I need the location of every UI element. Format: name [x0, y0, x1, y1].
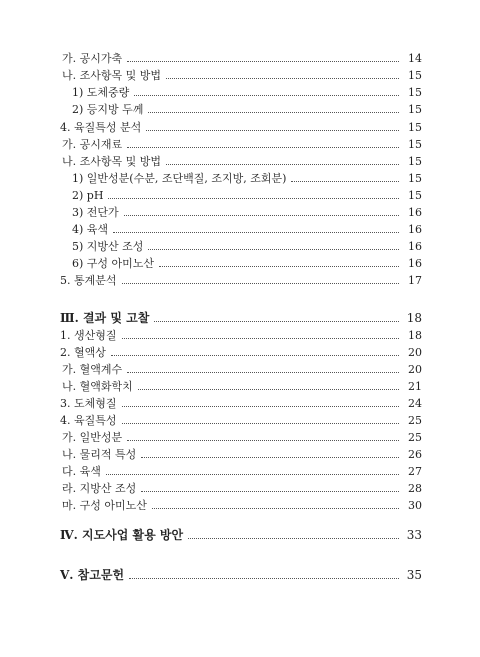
dot-leader — [141, 491, 399, 492]
toc-entry-label: 1) 도체중량 — [72, 86, 130, 99]
toc-entry-label: 라. 지방산 조성 — [62, 482, 137, 495]
dot-leader — [134, 95, 399, 96]
toc-entry-page: 16 — [408, 257, 422, 270]
toc-entry-page: 15 — [408, 86, 422, 99]
toc-entry-label: 가. 공시가축 — [62, 52, 123, 65]
toc-entry-page: 26 — [408, 448, 422, 461]
dot-leader — [113, 232, 399, 233]
toc-entry-page: 16 — [408, 240, 422, 253]
toc-entry-label: 마. 구성 아미노산 — [62, 499, 147, 512]
toc-entry-page: 20 — [408, 363, 422, 376]
toc-entry — [60, 255, 422, 272]
toc-entry-page: 15 — [408, 121, 422, 134]
toc-entry — [60, 170, 422, 187]
toc-entry-label: 5. 통계분석 — [60, 274, 117, 287]
toc-section-heading — [60, 527, 422, 544]
toc-entry-label: 나. 조사항목 및 방법 — [62, 69, 161, 82]
dot-leader — [127, 147, 399, 148]
toc-entry — [60, 429, 422, 446]
dot-leader — [129, 578, 399, 579]
dot-leader — [148, 249, 399, 250]
toc-entry — [60, 327, 422, 344]
toc-entry — [60, 119, 422, 136]
toc-entry-page: 15 — [408, 103, 422, 116]
dot-leader — [166, 164, 399, 165]
toc-entry — [60, 463, 422, 480]
toc-entry-label: 나. 물리적 특성 — [62, 448, 137, 461]
toc-entry-label: 4) 육색 — [72, 223, 109, 236]
toc-section-heading — [60, 567, 422, 584]
dot-leader — [188, 538, 399, 539]
toc-entry-page: 35 — [406, 568, 422, 582]
dot-leader — [154, 321, 399, 322]
toc-entry-page: 14 — [408, 52, 422, 65]
toc-entry-label: 1. 생산형질 — [60, 329, 117, 342]
toc-entry — [60, 272, 422, 289]
toc-entry-label: 2) 등지방 두께 — [72, 103, 144, 116]
toc-entry-label: 가. 공시재료 — [62, 138, 123, 151]
toc-entry — [60, 204, 422, 221]
toc-entry-label: 3) 전단가 — [72, 206, 119, 219]
dot-leader — [122, 423, 400, 424]
dot-leader — [124, 215, 399, 216]
toc-entry — [60, 221, 422, 238]
dot-leader — [106, 474, 399, 475]
toc-entry — [60, 136, 422, 153]
toc-entry-label: 2) pH — [72, 189, 104, 202]
toc-entry-page: 28 — [408, 482, 422, 495]
toc-entry-label: Ⅲ. 결과 및 고찰 — [60, 311, 150, 325]
toc-entry-page: 15 — [408, 189, 422, 202]
toc-entry-page: 27 — [408, 465, 422, 478]
toc-entry-page: 33 — [406, 528, 422, 542]
dot-leader — [159, 266, 399, 267]
dot-leader — [141, 457, 399, 458]
toc-entry-page: 15 — [408, 155, 422, 168]
toc-entry-page: 17 — [408, 274, 422, 287]
toc-entry-label: 3. 도체형질 — [60, 397, 117, 410]
toc-entry-page: 18 — [406, 311, 422, 325]
toc-entry-page: 25 — [408, 431, 422, 444]
toc-entry-label: 다. 육색 — [62, 465, 101, 478]
toc-entry-page: 24 — [408, 397, 422, 410]
toc-entry-page: 20 — [408, 346, 422, 359]
toc-entry-label: 4. 육질특성 분석 — [60, 121, 142, 134]
toc-entry — [60, 446, 422, 463]
toc-entry — [60, 344, 422, 361]
toc-entry-label: 1) 일반성분(수분, 조단백질, 조지방, 조회분) — [72, 172, 287, 185]
toc-entry-label: 나. 혈액화학치 — [62, 380, 133, 393]
dot-leader — [291, 181, 399, 182]
dot-leader — [122, 406, 400, 407]
toc-entry-page: 18 — [408, 329, 422, 342]
dot-leader — [127, 440, 399, 441]
dot-leader — [108, 198, 399, 199]
dot-leader — [127, 61, 399, 62]
toc-entry — [60, 395, 422, 412]
dot-leader — [122, 283, 400, 284]
dot-leader — [146, 130, 399, 131]
toc-entry-label: 6) 구성 아미노산 — [72, 257, 155, 270]
toc-entry-page: 16 — [408, 206, 422, 219]
dot-leader — [111, 355, 399, 356]
toc-entry — [60, 153, 422, 170]
toc-entry-page: 15 — [408, 69, 422, 82]
toc-entry — [60, 187, 422, 204]
toc-entry — [60, 50, 422, 67]
toc-section-heading — [60, 310, 422, 327]
toc-entry — [60, 497, 422, 514]
toc-entry-label: 5) 지방산 조성 — [72, 240, 144, 253]
toc-entry-label: Ⅳ. 지도사업 활용 방안 — [60, 528, 184, 542]
dot-leader — [148, 112, 399, 113]
toc-entry — [60, 412, 422, 429]
toc-entry-label: 나. 조사항목 및 방법 — [62, 155, 161, 168]
toc-entry-page: 15 — [408, 172, 422, 185]
dot-leader — [127, 372, 399, 373]
dot-leader — [152, 508, 399, 509]
toc-entry — [60, 378, 422, 395]
toc-entry — [60, 101, 422, 118]
toc-entry — [60, 238, 422, 255]
toc-entry-page: 16 — [408, 223, 422, 236]
toc-entry — [60, 361, 422, 378]
dot-leader — [138, 389, 399, 390]
toc-entry-label: 가. 혈액계수 — [62, 363, 123, 376]
toc-entry-label: 2. 혈액상 — [60, 346, 106, 359]
dot-leader — [122, 338, 400, 339]
toc-entry-label: 가. 일반성분 — [62, 431, 123, 444]
toc-entry — [60, 480, 422, 497]
toc-entry-page: 15 — [408, 138, 422, 151]
toc-entry — [60, 67, 422, 84]
dot-leader — [166, 78, 399, 79]
toc-entry-label: Ⅴ. 참고문헌 — [60, 568, 125, 582]
toc-entry-page: 21 — [408, 380, 422, 393]
toc-entry-page: 25 — [408, 414, 422, 427]
toc-entry-page: 30 — [408, 499, 422, 512]
toc-entry — [60, 84, 422, 101]
toc-entry-label: 4. 육질특성 — [60, 414, 117, 427]
